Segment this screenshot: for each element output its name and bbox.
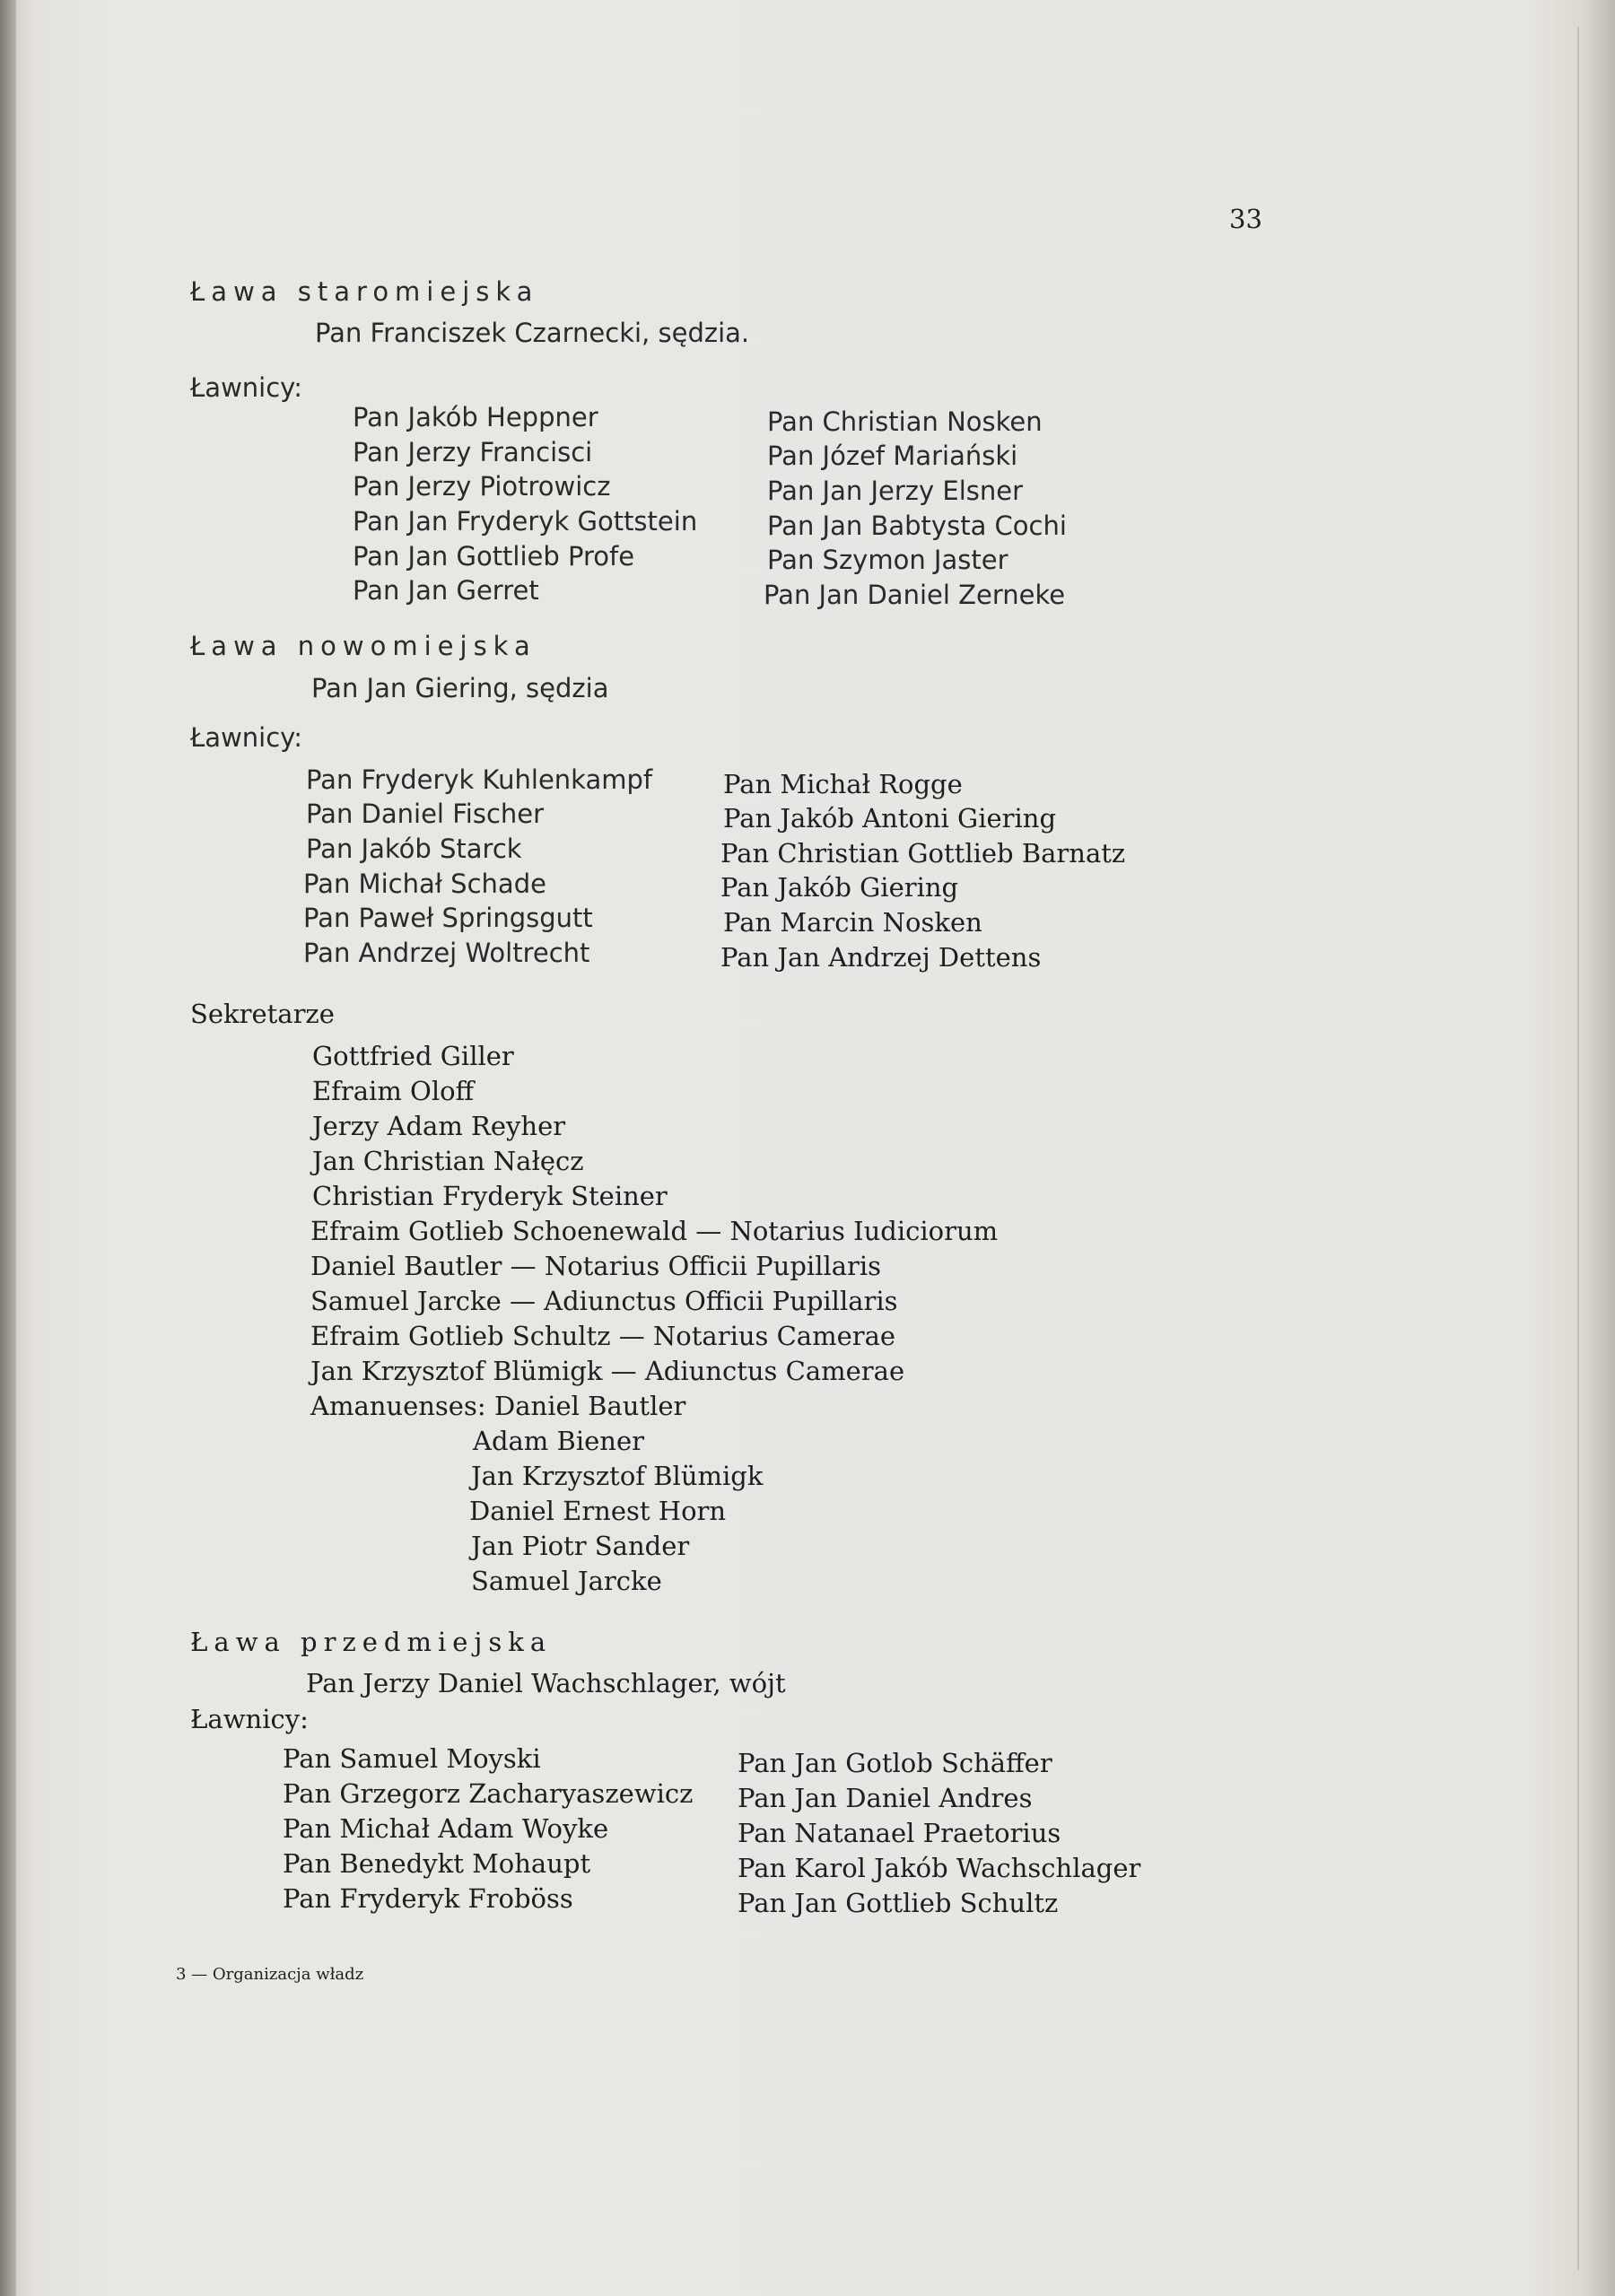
section-title-przedmiejska: Ława przedmiejska xyxy=(190,1627,553,1657)
lawnik-name: Pan Benedykt Mohaupt xyxy=(283,1848,591,1879)
lawnik-name: Pan Fryderyk Froböss xyxy=(283,1883,573,1914)
lawnik-name: Pan Grzegorz Zacharyaszewicz xyxy=(283,1778,694,1809)
lawnik-name: Pan Daniel Fischer xyxy=(306,799,545,829)
lawnik-name: Pan Fryderyk Kuhlenkampf xyxy=(306,764,653,795)
amanuenses-label: Amanuenses: xyxy=(310,1391,486,1421)
lawnik-name: Pan Jan Daniel Andres xyxy=(738,1783,1033,1813)
sekretarze-label: Sekretarze xyxy=(190,999,335,1029)
lawnik-name: Pan Jerzy Piotrowicz xyxy=(353,471,611,502)
lawnik-name: Pan Samuel Moyski xyxy=(283,1743,541,1774)
sekretarz-name: Efraim Gotlieb Schoenewald — Notarius Iudiciorum xyxy=(310,1216,999,1246)
lawnik-name: Pan Jan Fryderyk Gottstein xyxy=(353,506,698,537)
lawnik-name: Pan Jan Gotlob Schäffer xyxy=(738,1748,1052,1778)
lawnik-name: Pan Natanael Praetorius xyxy=(738,1818,1061,1848)
lawnik-name: Pan Christian Gottlieb Barnatz xyxy=(720,838,1126,869)
lawnicy-label-przedmiejska: Ławnicy: xyxy=(190,1704,309,1734)
page-number: 33 xyxy=(1229,204,1262,234)
amanuensis-name: Daniel Ernest Horn xyxy=(469,1496,727,1526)
amanuensis-name: Adam Biener xyxy=(473,1426,644,1456)
sekretarz-name: Jan Christian Nałęcz xyxy=(312,1146,584,1176)
page-binding-edge xyxy=(0,0,16,2296)
lawnik-name: Pan Karol Jakób Wachschlager xyxy=(738,1853,1141,1883)
sekretarz-name: Jerzy Adam Reyher xyxy=(312,1111,566,1141)
lawnik-name: Pan Jan Jerzy Elsner xyxy=(767,476,1024,506)
lawnik-name: Pan Jerzy Francisci xyxy=(353,437,593,467)
sekretarz-name: Efraim Gotlieb Schultz — Notarius Camerae xyxy=(310,1321,896,1351)
lawnik-name: Pan Michał Schade xyxy=(303,869,546,899)
sekretarz-name: Jan Krzysztof Blümigk — Adiunctus Camerae xyxy=(310,1356,905,1386)
lawnik-name: Pan Jakób Giering xyxy=(720,872,959,903)
lawnik-name: Pan Jan Gottlieb Schultz xyxy=(738,1888,1059,1918)
section-title-staromiejska: Ława staromiejska xyxy=(190,276,539,307)
lawnik-name: Pan Jakób Antoni Giering xyxy=(723,803,1057,834)
judge-staromiejska: Pan Franciszek Czarnecki, sędzia. xyxy=(315,318,750,348)
lawnik-name: Pan Jakób Heppner xyxy=(353,402,598,432)
sekretarz-name: Daniel Bautler — Notarius Officii Pupillaris xyxy=(310,1251,882,1281)
lawnicy-label-staromiejska: Ławnicy: xyxy=(190,372,302,403)
sekretarz-name: Efraim Oloff xyxy=(312,1076,475,1106)
sekretarz-name: Gottfried Giller xyxy=(312,1041,514,1071)
lawnik-name: Pan Józef Mariański xyxy=(767,441,1018,471)
lawnik-name: Pan Christian Nosken xyxy=(767,406,1043,437)
lawnicy-label-nowomiejska: Ławnicy: xyxy=(190,722,302,753)
page-fold-line xyxy=(1577,27,1579,2270)
lawnik-name: Pan Jakób Starck xyxy=(306,834,522,864)
lawnik-name: Pan Jan Andrzej Dettens xyxy=(720,942,1042,973)
amanuensis-name: Jan Krzysztof Blümigk xyxy=(471,1461,764,1491)
lawnik-name: Pan Szymon Jaster xyxy=(767,545,1008,575)
amanuensis-name: Jan Piotr Sander xyxy=(471,1531,690,1561)
sekretarz-name: Christian Fryderyk Steiner xyxy=(312,1181,668,1211)
lawnik-name: Pan Michał Adam Woyke xyxy=(283,1813,609,1844)
lawnik-name: Pan Paweł Springsgutt xyxy=(303,903,593,933)
section-title-nowomiejska: Ława nowomiejska xyxy=(190,631,537,661)
judge-nowomiejska: Pan Jan Giering, sędzia xyxy=(311,673,609,703)
lawnik-name: Pan Jan Babtysta Cochi xyxy=(767,511,1067,541)
lawnik-name: Pan Jan Gottlieb Profe xyxy=(353,541,635,572)
lawnik-name: Pan Andrzej Woltrecht xyxy=(303,938,590,968)
lawnik-name: Pan Jan Daniel Zerneke xyxy=(764,580,1066,610)
page-right-edge xyxy=(1588,0,1615,2296)
amanuensis-name: Daniel Bautler xyxy=(494,1391,686,1421)
lawnik-name: Pan Jan Gerret xyxy=(353,575,539,606)
judge-przedmiejska: Pan Jerzy Daniel Wachschlager, wójt xyxy=(306,1668,786,1698)
sekretarz-name: Samuel Jarcke — Adiunctus Officii Pupillaris xyxy=(310,1286,898,1316)
footnote: 3 — Organizacja władz xyxy=(176,1965,364,1984)
amanuensis-name: Samuel Jarcke xyxy=(471,1566,662,1596)
lawnik-name: Pan Marcin Nosken xyxy=(723,907,982,938)
lawnik-name: Pan Michał Rogge xyxy=(723,769,963,799)
